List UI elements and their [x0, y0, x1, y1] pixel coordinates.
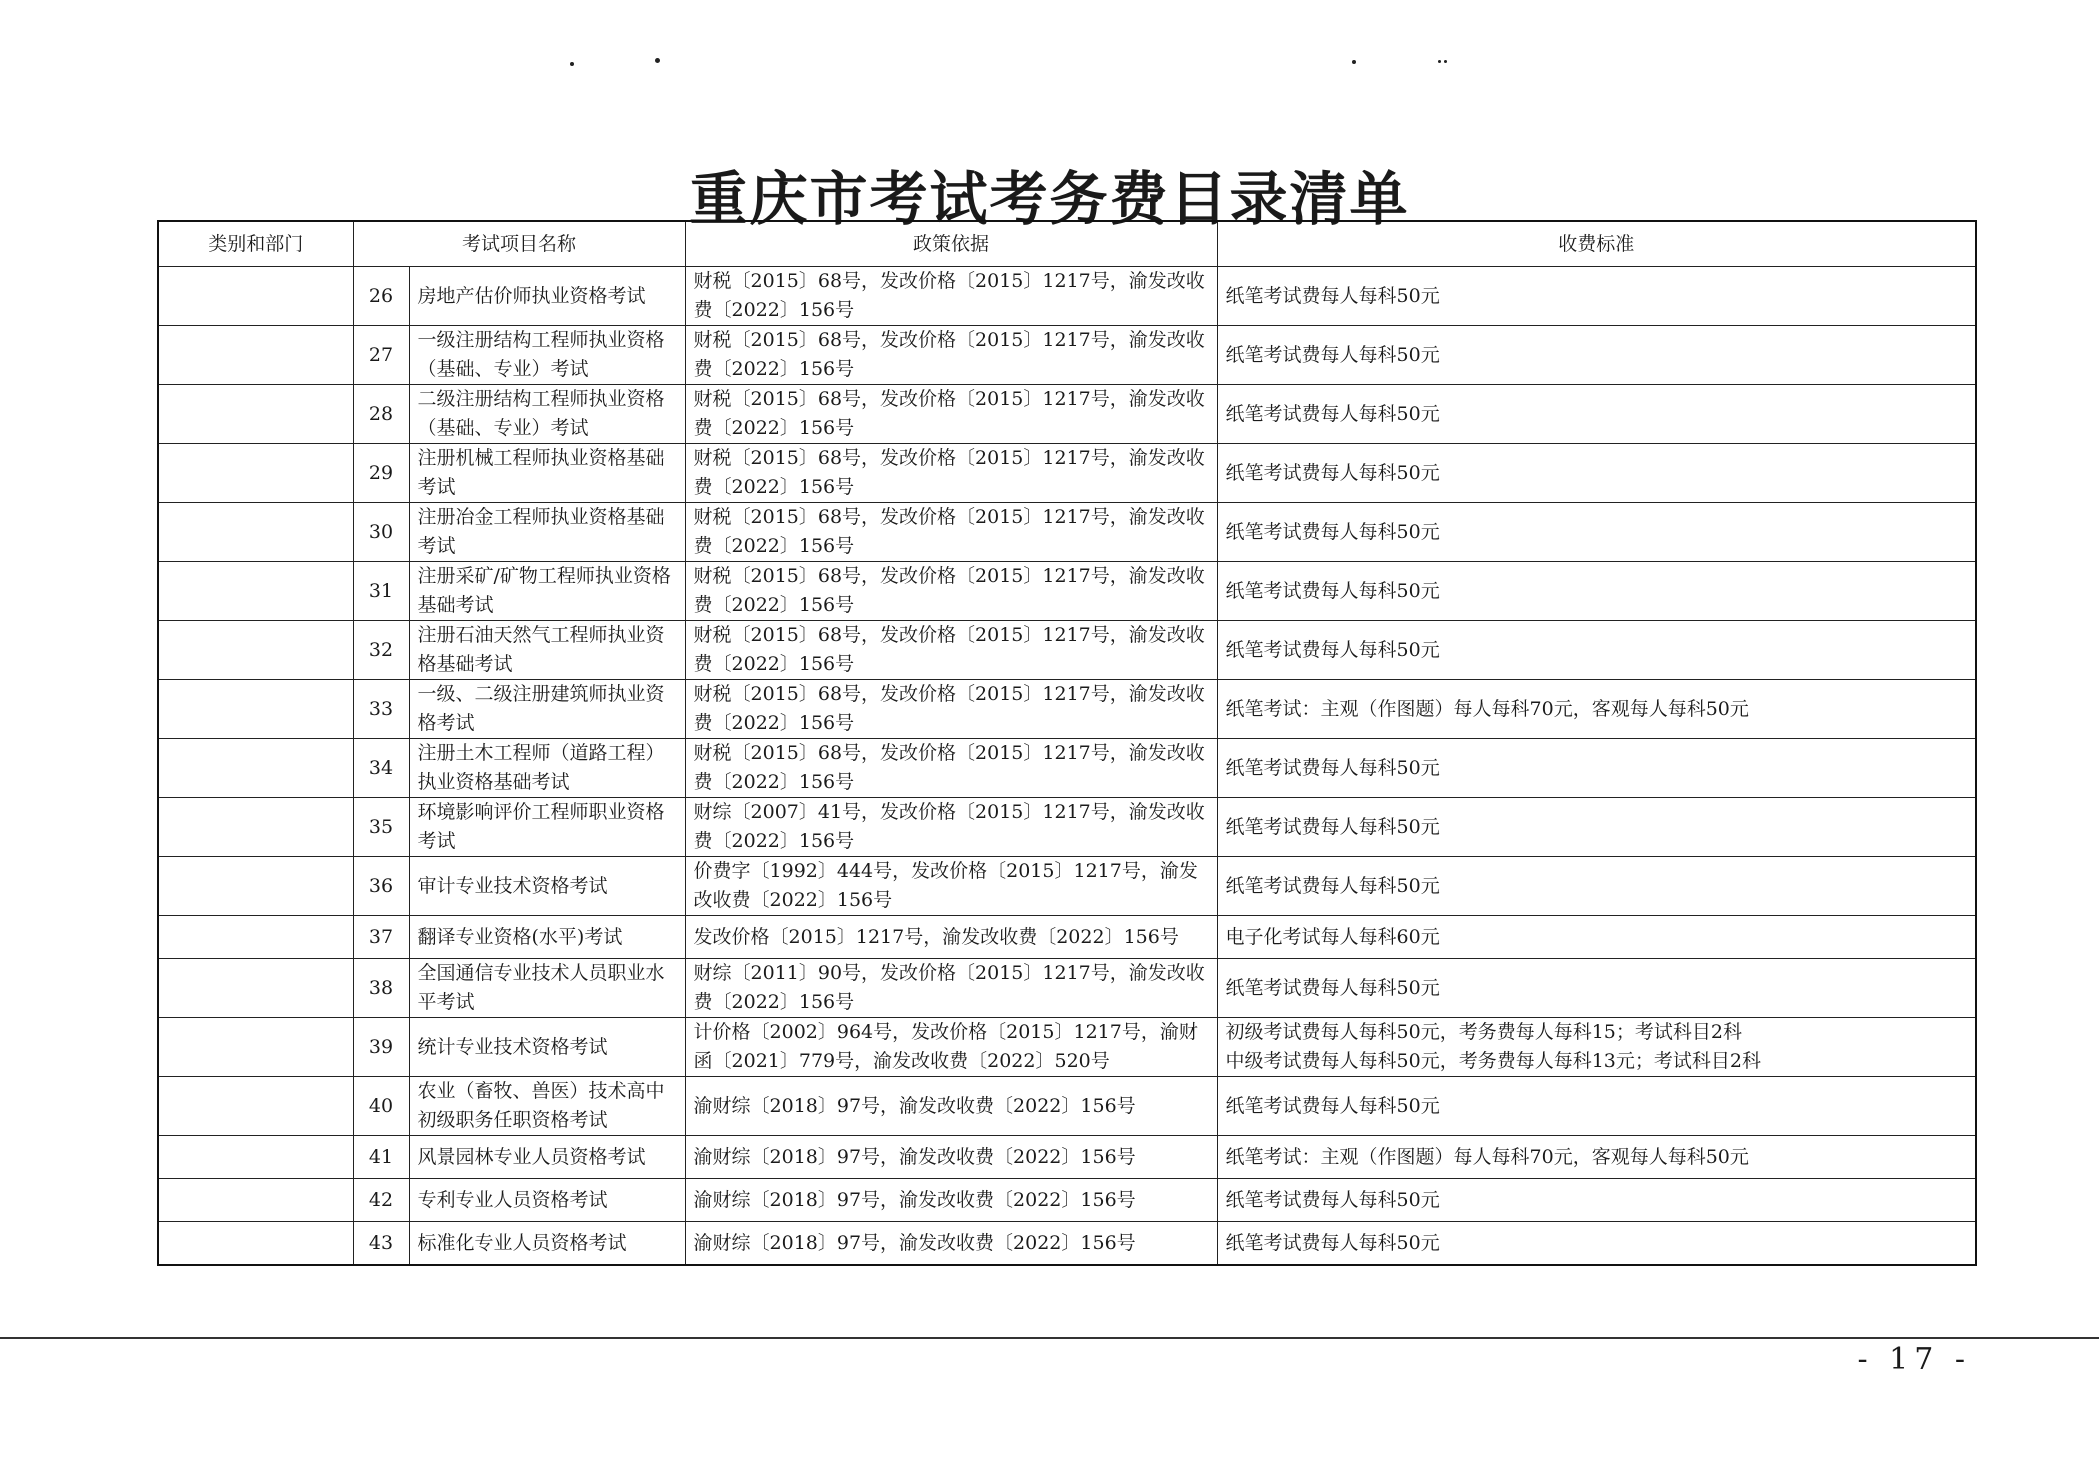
table-header-row [158, 221, 1976, 267]
row-number: 29 [353, 444, 409, 503]
fee-table [157, 220, 1977, 1266]
row-number: 42 [353, 1179, 409, 1222]
fee-standard: 纸笔考试费每人每科50元 [1217, 562, 1976, 621]
exam-name: 注册土木工程师（道路工程）执业资格基础考试 [409, 739, 685, 798]
exam-name: 审计专业技术资格考试 [409, 857, 685, 916]
row-number: 36 [353, 857, 409, 916]
policy-basis: 价费字〔1992〕444号，发改价格〔2015〕1217号，渝发改收费〔2022〕156号 [685, 857, 1217, 916]
fee-standard: 纸笔考试费每人每科50元 [1217, 1077, 1976, 1136]
policy-basis: 财综〔2007〕41号，发改价格〔2015〕1217号，渝发改收费〔2022〕156号 [685, 798, 1217, 857]
row-number: 28 [353, 385, 409, 444]
policy-basis: 财税〔2015〕68号，发改价格〔2015〕1217号，渝发改收费〔2022〕156号 [685, 680, 1217, 739]
scan-speck [1438, 60, 1441, 63]
policy-basis: 计价格〔2002〕964号，发改价格〔2015〕1217号，渝财函〔2021〕779号，渝发改收费〔2022〕520号 [685, 1018, 1217, 1077]
category-cell [158, 1136, 353, 1179]
scan-speck [1352, 60, 1356, 64]
exam-name: 一级注册结构工程师执业资格（基础、专业）考试 [409, 326, 685, 385]
policy-basis: 发改价格〔2015〕1217号，渝发改收费〔2022〕156号 [685, 916, 1217, 959]
row-number: 40 [353, 1077, 409, 1136]
table-body [158, 267, 1976, 1266]
category-cell [158, 798, 353, 857]
scan-speck [1444, 60, 1447, 63]
table-row [158, 1018, 1976, 1077]
policy-basis: 财税〔2015〕68号，发改价格〔2015〕1217号，渝发改收费〔2022〕156号 [685, 621, 1217, 680]
fee-standard: 纸笔考试费每人每科50元 [1217, 1222, 1976, 1266]
header-fee: 收费标准 [1217, 221, 1976, 267]
category-cell [158, 959, 353, 1018]
row-number: 26 [353, 267, 409, 326]
exam-name: 二级注册结构工程师执业资格（基础、专业）考试 [409, 385, 685, 444]
table-row [158, 444, 1976, 503]
table-row [158, 1077, 1976, 1136]
table-row [158, 916, 1976, 959]
fee-standard: 纸笔考试费每人每科50元 [1217, 326, 1976, 385]
exam-name: 环境影响评价工程师职业资格考试 [409, 798, 685, 857]
policy-basis: 渝财综〔2018〕97号，渝发改收费〔2022〕156号 [685, 1222, 1217, 1266]
table-row [158, 385, 1976, 444]
table-row [158, 1222, 1976, 1266]
policy-basis: 渝财综〔2018〕97号，渝发改收费〔2022〕156号 [685, 1136, 1217, 1179]
exam-name: 注册采矿/矿物工程师执业资格基础考试 [409, 562, 685, 621]
table-row [158, 503, 1976, 562]
category-cell [158, 562, 353, 621]
category-cell [158, 503, 353, 562]
exam-name: 注册机械工程师执业资格基础考试 [409, 444, 685, 503]
category-cell [158, 621, 353, 680]
policy-basis: 财税〔2015〕68号，发改价格〔2015〕1217号，渝发改收费〔2022〕156号 [685, 444, 1217, 503]
policy-basis: 财税〔2015〕68号，发改价格〔2015〕1217号，渝发改收费〔2022〕156号 [685, 385, 1217, 444]
fee-standard-line: 中级考试费每人每科50元，考务费每人每科13元；考试科目2科 [1225, 1050, 1761, 1072]
fee-standard: 纸笔考试费每人每科50元 [1217, 798, 1976, 857]
policy-basis: 财税〔2015〕68号，发改价格〔2015〕1217号，渝发改收费〔2022〕156号 [685, 562, 1217, 621]
category-cell [158, 1077, 353, 1136]
table-row [158, 959, 1976, 1018]
fee-standard: 纸笔考试费每人每科50元 [1217, 503, 1976, 562]
fee-standard: 纸笔考试：主观（作图题）每人每科70元，客观每人每科50元 [1217, 680, 1976, 739]
policy-basis: 财税〔2015〕68号，发改价格〔2015〕1217号，渝发改收费〔2022〕156号 [685, 503, 1217, 562]
fee-standard: 纸笔考试费每人每科50元 [1217, 267, 1976, 326]
exam-name: 翻译专业资格(水平)考试 [409, 916, 685, 959]
header-exam-name: 考试项目名称 [353, 221, 685, 267]
category-cell [158, 1179, 353, 1222]
page-number: - 17 - [1857, 1342, 1971, 1377]
category-cell [158, 857, 353, 916]
row-number: 39 [353, 1018, 409, 1077]
exam-name: 风景园林专业人员资格考试 [409, 1136, 685, 1179]
policy-basis: 财税〔2015〕68号，发改价格〔2015〕1217号，渝发改收费〔2022〕156号 [685, 739, 1217, 798]
exam-name: 专利专业人员资格考试 [409, 1179, 685, 1222]
exam-name: 房地产估价师执业资格考试 [409, 267, 685, 326]
exam-name: 标准化专业人员资格考试 [409, 1222, 685, 1266]
fee-standard: 纸笔考试费每人每科50元 [1217, 857, 1976, 916]
exam-name: 注册石油天然气工程师执业资格基础考试 [409, 621, 685, 680]
fee-standard: 纸笔考试费每人每科50元 [1217, 739, 1976, 798]
fee-standard [1217, 1018, 1976, 1077]
fee-standard: 纸笔考试费每人每科50元 [1217, 444, 1976, 503]
policy-basis: 渝财综〔2018〕97号，渝发改收费〔2022〕156号 [685, 1077, 1217, 1136]
scan-speck [570, 62, 574, 66]
row-number: 43 [353, 1222, 409, 1266]
category-cell [158, 444, 353, 503]
fee-standard: 纸笔考试费每人每科50元 [1217, 959, 1976, 1018]
fee-standard: 纸笔考试费每人每科50元 [1217, 621, 1976, 680]
category-cell [158, 739, 353, 798]
table-row [158, 621, 1976, 680]
exam-name: 注册冶金工程师执业资格基础考试 [409, 503, 685, 562]
row-number: 31 [353, 562, 409, 621]
policy-basis: 渝财综〔2018〕97号，渝发改收费〔2022〕156号 [685, 1179, 1217, 1222]
table-row [158, 562, 1976, 621]
fee-standard: 纸笔考试费每人每科50元 [1217, 1179, 1976, 1222]
table-row [158, 1179, 1976, 1222]
header-basis: 政策依据 [685, 221, 1217, 267]
table-row [158, 680, 1976, 739]
table-row [158, 798, 1976, 857]
fee-standard: 纸笔考试：主观（作图题）每人每科70元，客观每人每科50元 [1217, 1136, 1976, 1179]
policy-basis: 财税〔2015〕68号，发改价格〔2015〕1217号，渝发改收费〔2022〕156号 [685, 267, 1217, 326]
exam-name: 全国通信专业技术人员职业水平考试 [409, 959, 685, 1018]
scan-speck [655, 58, 660, 63]
fee-standard: 电子化考试每人每科60元 [1217, 916, 1976, 959]
row-number: 35 [353, 798, 409, 857]
header-category: 类别和部门 [158, 221, 353, 267]
row-number: 27 [353, 326, 409, 385]
table-row [158, 739, 1976, 798]
table-row [158, 326, 1976, 385]
fee-standard-line: 初级考试费每人每科50元，考务费每人每科15；考试科目2科 [1225, 1021, 1742, 1043]
category-cell [158, 1018, 353, 1077]
row-number: 32 [353, 621, 409, 680]
exam-name: 一级、二级注册建筑师执业资格考试 [409, 680, 685, 739]
exam-name: 农业（畜牧、兽医）技术高中初级职务任职资格考试 [409, 1077, 685, 1136]
table-row [158, 857, 1976, 916]
row-number: 41 [353, 1136, 409, 1179]
table-row [158, 267, 1976, 326]
category-cell [158, 326, 353, 385]
row-number: 37 [353, 916, 409, 959]
fee-standard: 纸笔考试费每人每科50元 [1217, 385, 1976, 444]
policy-basis: 财税〔2015〕68号，发改价格〔2015〕1217号，渝发改收费〔2022〕156号 [685, 326, 1217, 385]
category-cell [158, 916, 353, 959]
page-title: 重庆市考试考务费目录清单 [689, 165, 1410, 233]
category-cell [158, 1222, 353, 1266]
category-cell [158, 267, 353, 326]
table-row [158, 1136, 1976, 1179]
row-number: 30 [353, 503, 409, 562]
row-number: 33 [353, 680, 409, 739]
policy-basis: 财综〔2011〕90号，发改价格〔2015〕1217号，渝发改收费〔2022〕156号 [685, 959, 1217, 1018]
row-number: 38 [353, 959, 409, 1018]
row-number: 34 [353, 739, 409, 798]
category-cell [158, 680, 353, 739]
category-cell [158, 385, 353, 444]
exam-name: 统计专业技术资格考试 [409, 1018, 685, 1077]
footer-rule [0, 1337, 2099, 1339]
